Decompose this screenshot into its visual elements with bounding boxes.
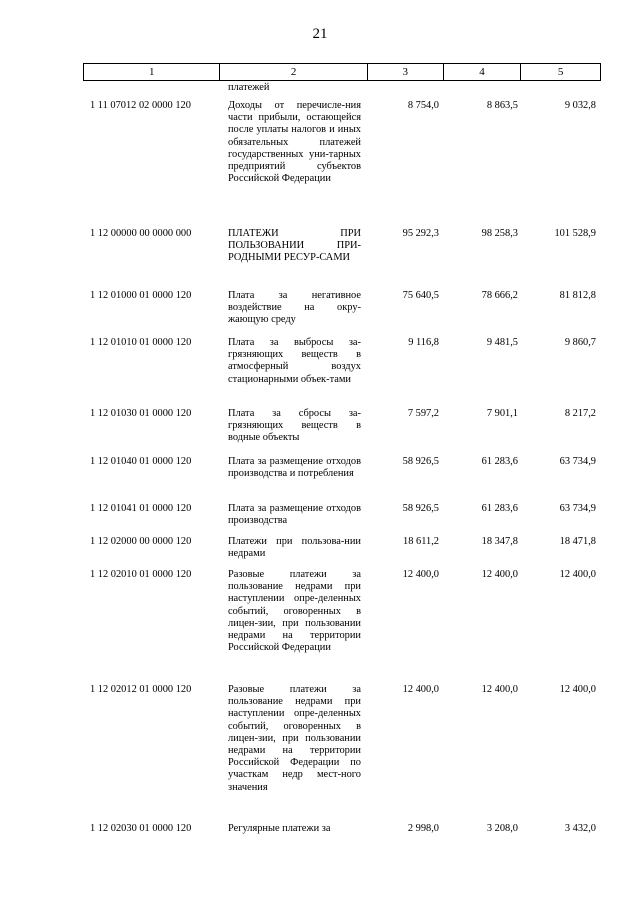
row-value-col3: 9 116,8 bbox=[408, 337, 439, 348]
row-value-col3: 95 292,3 bbox=[402, 228, 439, 239]
row-value-col3: 8 754,0 bbox=[407, 100, 439, 111]
row-value-col4: 61 283,6 bbox=[481, 456, 518, 467]
row-code: 1 12 02012 01 0000 120 bbox=[90, 684, 192, 695]
row-code: 1 12 01040 01 0000 120 bbox=[90, 456, 192, 467]
header-col-1: 1 bbox=[84, 64, 220, 80]
row-value-col5: 9 032,8 bbox=[564, 100, 596, 111]
row-code: 1 12 01041 01 0000 120 bbox=[90, 503, 192, 514]
row-value-col5: 12 400,0 bbox=[559, 569, 596, 580]
row-value-col4: 12 400,0 bbox=[481, 569, 518, 580]
row-code: 1 12 00000 00 0000 000 bbox=[90, 228, 192, 239]
row-value-col4: 9 481,5 bbox=[486, 337, 518, 348]
header-col-5: 5 bbox=[557, 66, 564, 78]
row-code: 1 12 02000 00 0000 120 bbox=[90, 536, 192, 547]
row-name: Плата за размещение отходов производства bbox=[228, 503, 361, 527]
continuation-text: платежей bbox=[228, 82, 270, 93]
row-code: 1 11 07012 02 0000 120 bbox=[90, 100, 191, 111]
row-value-col3: 7 597,2 bbox=[407, 408, 439, 419]
row-name: Плата за сбросы за-грязняющих веществ в водные объекты bbox=[228, 408, 361, 444]
row-code: 1 12 02010 01 0000 120 bbox=[90, 569, 192, 580]
row-code: 1 12 01030 01 0000 120 bbox=[90, 408, 192, 419]
row-value-col3: 58 926,5 bbox=[402, 456, 439, 467]
row-name: Плата за негативное воздействие на окру-жающую среду bbox=[228, 290, 361, 326]
row-value-col4: 12 400,0 bbox=[481, 684, 518, 695]
row-value-col5: 3 432,0 bbox=[564, 823, 596, 834]
row-value-col3: 58 926,5 bbox=[402, 503, 439, 514]
row-value-col4: 7 901,1 bbox=[486, 408, 518, 419]
row-value-col4: 3 208,0 bbox=[486, 823, 518, 834]
row-value-col4: 8 863,5 bbox=[486, 100, 518, 111]
row-value-col4: 18 347,8 bbox=[481, 536, 518, 547]
row-name: Доходы от перечисле-ния части прибыли, остающейся после уплаты налогов и иных обязательных платежей государственных уни-тарных предприятий субъектов Российской Федерации bbox=[228, 100, 361, 185]
row-name: Регулярные платежи за bbox=[228, 823, 331, 834]
row-code: 1 12 01010 01 0000 120 bbox=[90, 337, 192, 348]
row-value-col3: 75 640,5 bbox=[402, 290, 439, 301]
header-col-3: 3 bbox=[368, 64, 444, 80]
row-value-col5: 18 471,8 bbox=[559, 536, 596, 547]
row-value-col4: 98 258,3 bbox=[481, 228, 518, 239]
row-value-col3: 2 998,0 bbox=[407, 823, 439, 834]
row-value-col4: 78 666,2 bbox=[481, 290, 518, 301]
row-value-col4: 61 283,6 bbox=[481, 503, 518, 514]
row-name: Плата за выбросы за-грязняющих веществ в атмосферный воздух стационарными объек-тами bbox=[228, 337, 361, 385]
row-value-col5: 63 734,9 bbox=[559, 503, 596, 514]
table-header bbox=[83, 63, 601, 81]
row-value-col5: 8 217,2 bbox=[564, 408, 596, 419]
row-name: Разовые платежи за пользование недрами при наступлении опре-деленных событий, оговоренных в лицен-зии, при пользовании недрами на территории Российской Федерации bbox=[228, 569, 361, 654]
row-name: Плата за размещение отходов производства и потребления bbox=[228, 456, 361, 480]
row-value-col3: 18 611,2 bbox=[403, 536, 439, 547]
row-name: Разовые платежи за пользование недрами при наступлении опре-деленных событий, оговоренных в лицен-зии, при пользовании недрами на территории Российской Федерации по участкам недр мест-ного значения bbox=[228, 684, 361, 793]
row-name: ПЛАТЕЖИ ПРИ ПОЛЬЗОВАНИИ ПРИ-РОДНЫМИ РЕСУР-САМИ bbox=[228, 228, 361, 264]
row-value-col5: 81 812,8 bbox=[559, 290, 596, 301]
row-code: 1 12 01000 01 0000 120 bbox=[90, 290, 192, 301]
row-name: Платежи при пользова-нии недрами bbox=[228, 536, 361, 560]
row-value-col5: 12 400,0 bbox=[559, 684, 596, 695]
row-value-col5: 9 860,7 bbox=[564, 337, 596, 348]
row-value-col5: 101 528,9 bbox=[554, 228, 596, 239]
row-value-col3: 12 400,0 bbox=[402, 684, 439, 695]
row-value-col3: 12 400,0 bbox=[402, 569, 439, 580]
header-col-2: 2 bbox=[220, 64, 367, 80]
row-code: 1 12 02030 01 0000 120 bbox=[90, 823, 192, 834]
header-col-4: 4 bbox=[444, 64, 522, 80]
page-number: 21 bbox=[312, 26, 328, 42]
row-value-col5: 63 734,9 bbox=[559, 456, 596, 467]
